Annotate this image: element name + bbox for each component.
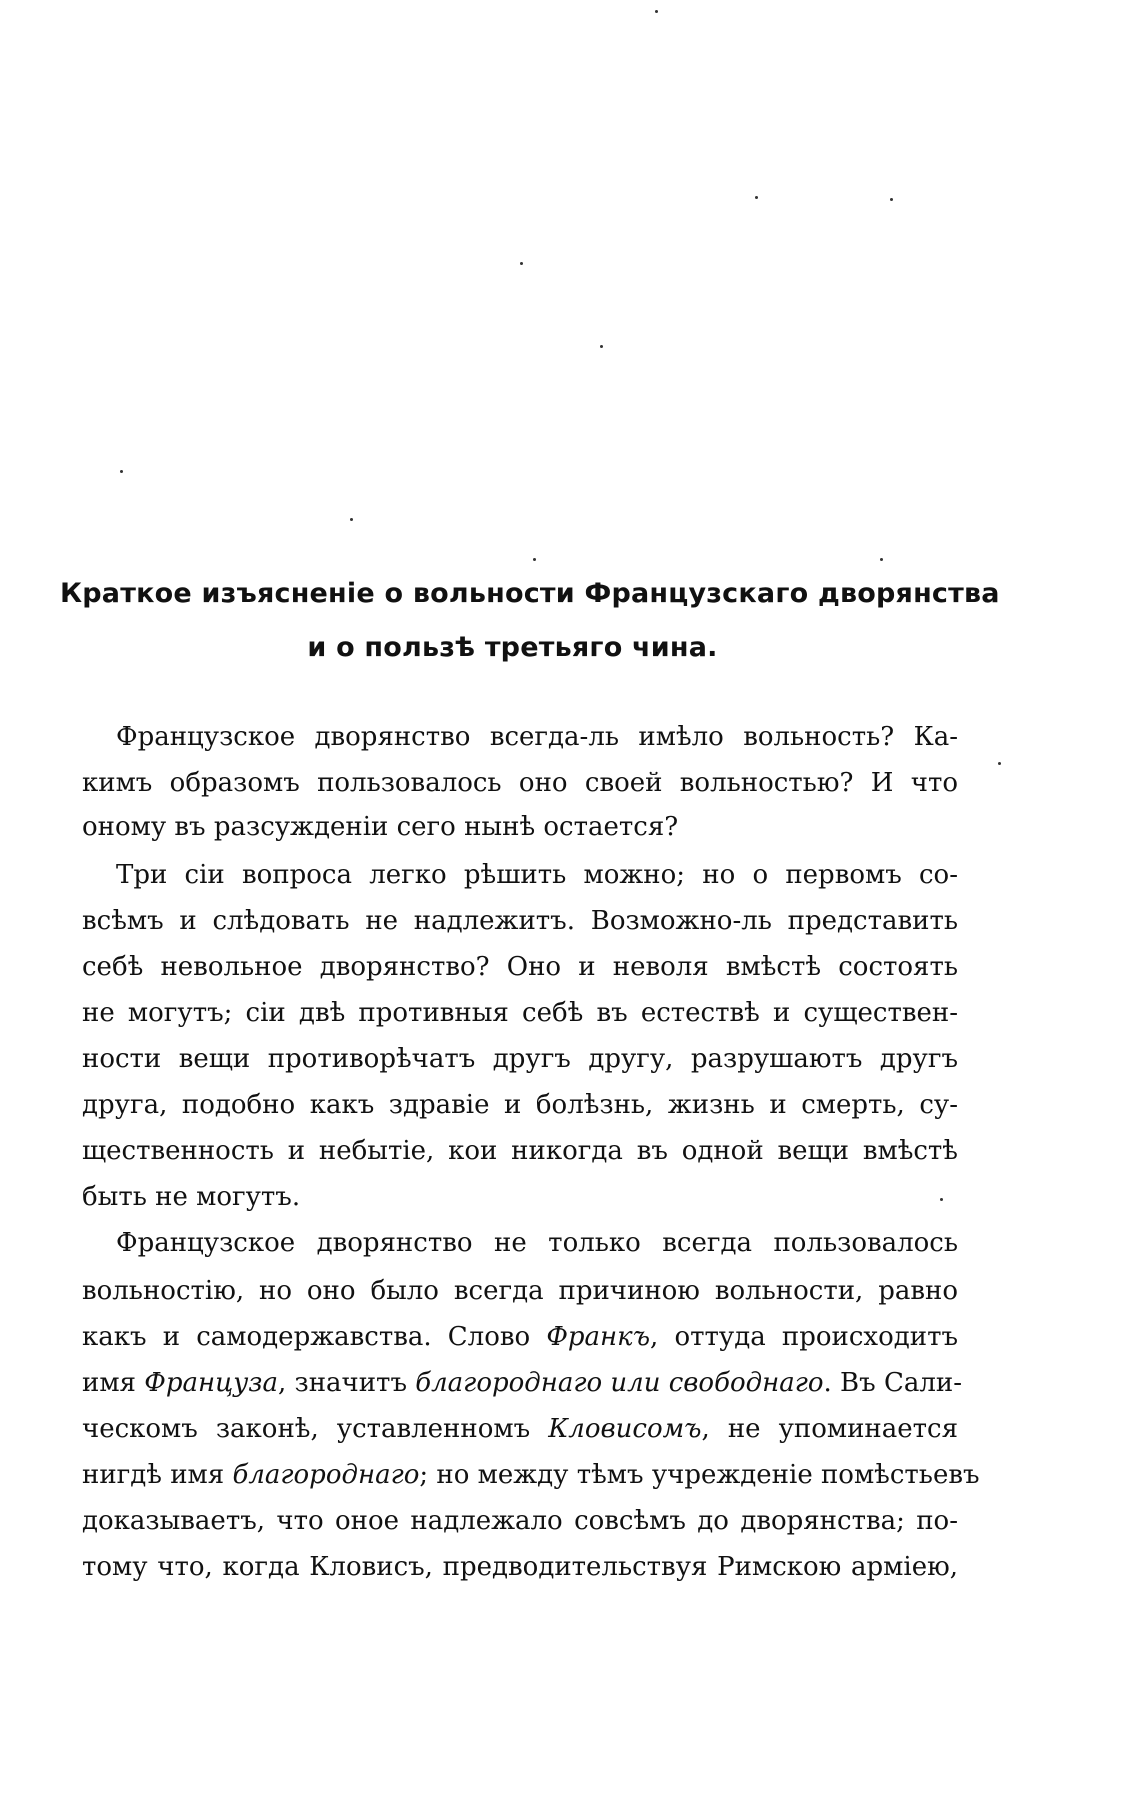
scan-speck: [880, 558, 883, 561]
body-line: Французское дворянство всегда-ль имѣло вольность? Ка-: [116, 722, 958, 752]
body-line: всѣмъ и слѣдовать не надлежитъ. Возможно-ль представить: [82, 906, 958, 936]
scan-speck: [655, 10, 658, 13]
scan-speck: [755, 196, 758, 199]
body-line: ческомъ законѣ, уставленномъ Кловисомъ, не упоминается: [82, 1414, 958, 1444]
scan-speck: [533, 558, 536, 561]
body-line: нигдѣ имя благороднаго; но между тѣмъ учрежденіе помѣстьевъ: [82, 1460, 980, 1490]
body-line: Французское дворянство не только всегда пользовалось: [116, 1228, 958, 1258]
body-line: тому что, когда Кловисъ, предводительствуя Римскою арміею,: [82, 1552, 958, 1582]
body-line: быть не могутъ.: [82, 1182, 301, 1212]
body-line: имя Француза, значитъ благороднаго или свободнаго. Въ Сали-: [82, 1368, 962, 1398]
scan-speck: [998, 762, 1001, 765]
scan-speck: [940, 1198, 943, 1201]
body-line: Три сіи вопроса легко рѣшить можно; но о первомъ со-: [116, 860, 958, 890]
body-line: вольностію, но оно было всегда причиною вольности, равно: [82, 1276, 958, 1306]
body-line: не могутъ; сіи двѣ противныя себѣ въ естествѣ и существен-: [82, 998, 958, 1028]
scan-speck: [890, 198, 893, 201]
italic-term: Кловисомъ: [548, 1414, 702, 1444]
chapter-heading-line-1: Краткое изъясненіе о вольности Французскаго дворянства: [60, 578, 1000, 609]
italic-term: благороднаго: [232, 1460, 420, 1490]
italic-term: Франкъ: [546, 1322, 651, 1352]
scan-speck: [350, 518, 353, 521]
body-line: друга, подобно какъ здравіе и болѣзнь, жизнь и смерть, су-: [82, 1090, 958, 1120]
body-line: какъ и самодержавства. Слово Франкъ, оттуда происходитъ: [82, 1322, 958, 1352]
scan-speck: [600, 345, 603, 348]
scan-speck: [120, 470, 123, 473]
body-line: ности вещи противорѣчатъ другъ другу, разрушаютъ другъ: [82, 1044, 958, 1074]
body-line: кимъ образомъ пользовалось оно своей вольностью? И что: [82, 768, 958, 798]
italic-term: благороднаго или свободнаго: [415, 1368, 824, 1398]
body-line: оному въ разсужденіи сего нынѣ остается?: [82, 812, 679, 842]
body-line: себѣ невольное дворянство? Оно и неволя вмѣстѣ состоять: [82, 952, 958, 982]
body-line: щественность и небытіе, кои никогда въ одной вещи вмѣстѣ: [82, 1136, 958, 1166]
scan-speck: [520, 262, 523, 265]
chapter-heading-line-2: и о пользѣ третьяго чина.: [307, 632, 718, 663]
italic-term: Француза: [144, 1368, 278, 1398]
body-line: доказываетъ, что оное надлежало совсѣмъ до дворянства; по-: [82, 1506, 958, 1536]
